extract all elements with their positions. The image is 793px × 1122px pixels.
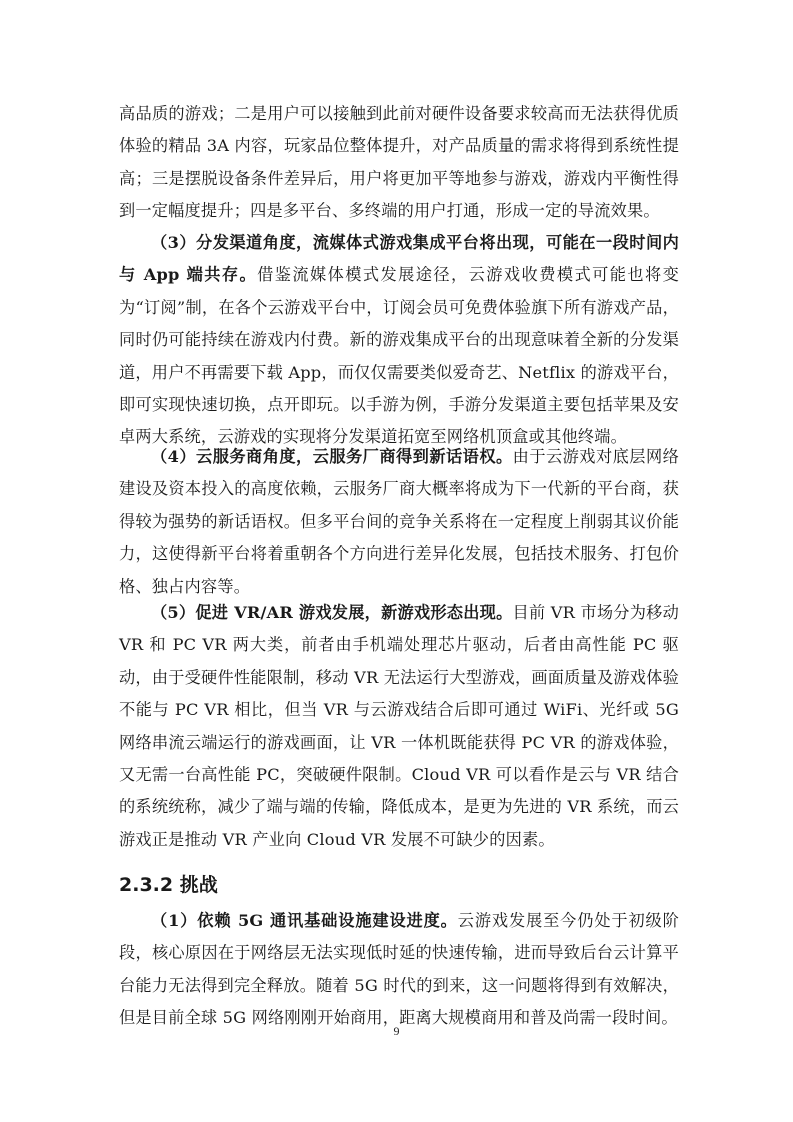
paragraph-text: 借鉴流媒体模式发展途径，云游戏收费模式可能也将变为“订阅”制，在各个云游戏平台中，订阅会员可免费体验旗下所有游戏产品，同时仍可能持续在游戏内付费。新的游戏集成平台的出现意味着全新的分发渠道，用户不再需要下载 App，而仅仅需要类似爱奇艺、Netflix 的游戏平台，即可实现快速切换，点开即玩。以手游为例，手游分发渠道主要包括苹果及安卓两大系统，云游戏的实现将分发渠道拓宽至网络机顶盒或其他终端。 [119,265,679,447]
paragraph-continued [119,98,679,228]
paragraph-lead: （1）依赖 5G 通讯基础设施建设进度。 [151,911,458,930]
paragraph-text: 由于云游戏对底层网络建设及资本投入的高度依赖，云服务厂商大概率将成为下一代新的平台商，获得较为强势的新话语权。但多平台间的竞争关系将在一定程度上削弱其议价能力，这使得新平台将着重朝各个方向进行差异化发展，包括技术服务、打包价格、独占内容等。 [119,447,680,596]
paragraph-lead: （3）分发渠道角度，流媒体式游戏集成平台将出现，可能在一段时间内与 App 端共存。 [119,233,679,285]
paragraph-text: 目前 VR 市场分为移动 VR 和 PC VR 两大类，前者由手机端处理芯片驱动，后者由高性能 PC 驱动，由于受硬件性能限制，移动 VR 无法运行大型游戏，画面质量及游戏体验不能与 PC VR 相比，但当 VR 与云游戏结合后即可通过 WiFi、光纤或 5G 网络串流云端运行的游戏画面，让 VR 一体机既能获得 PC VR 的游戏体验，又无需一台高性能 PC，突破硬件限制。Cloud VR 可以看作是云与 VR 结合的系统统称，减少了端与端的传输，降低成本，是更为先进的 VR 系统，而云游戏正是推动 VR 产业向 Cloud VR 发展不可缺少的因素。 [119,603,679,849]
paragraph-lead: （4）云服务商角度，云服务厂商得到新话语权。 [151,447,513,466]
paragraph-cloud-providers [119,441,679,603]
paragraph-5g-dependency [119,905,679,1035]
paragraph-lead: （5）促进 VR/AR 游戏发展，新游戏形态出现。 [151,603,513,622]
page-number: 9 [393,1024,400,1038]
paragraph-vr-ar [119,597,679,856]
paragraph-text: 云游戏发展至今仍处于初级阶段，核心原因在于网络层无法实现低时延的快速传输，进而导致后台云计算平台能力无法得到完全释放。随着 5G 时代的到来，这一问题将得到有效解决，但是目前全球 5G 网络刚刚开始商用，距离大规模商用和普及尚需一段时间。 [119,911,679,1028]
section-heading: 2.3.2 挑战 [119,874,218,896]
paragraph-distribution-channels [119,227,679,454]
paragraph-text: 高品质的游戏；二是用户可以接触到此前对硬件设备要求较高而无法获得优质体验的精品 3A 内容，玩家品位整体提升，对产品质量的需求将得到系统性提高；三是摆脱设备条件差异后，用户将更加平等地参与游戏，游戏内平衡性得到一定幅度提升；四是多平台、多终端的用户打通，形成一定的导流效果。 [119,104,679,221]
